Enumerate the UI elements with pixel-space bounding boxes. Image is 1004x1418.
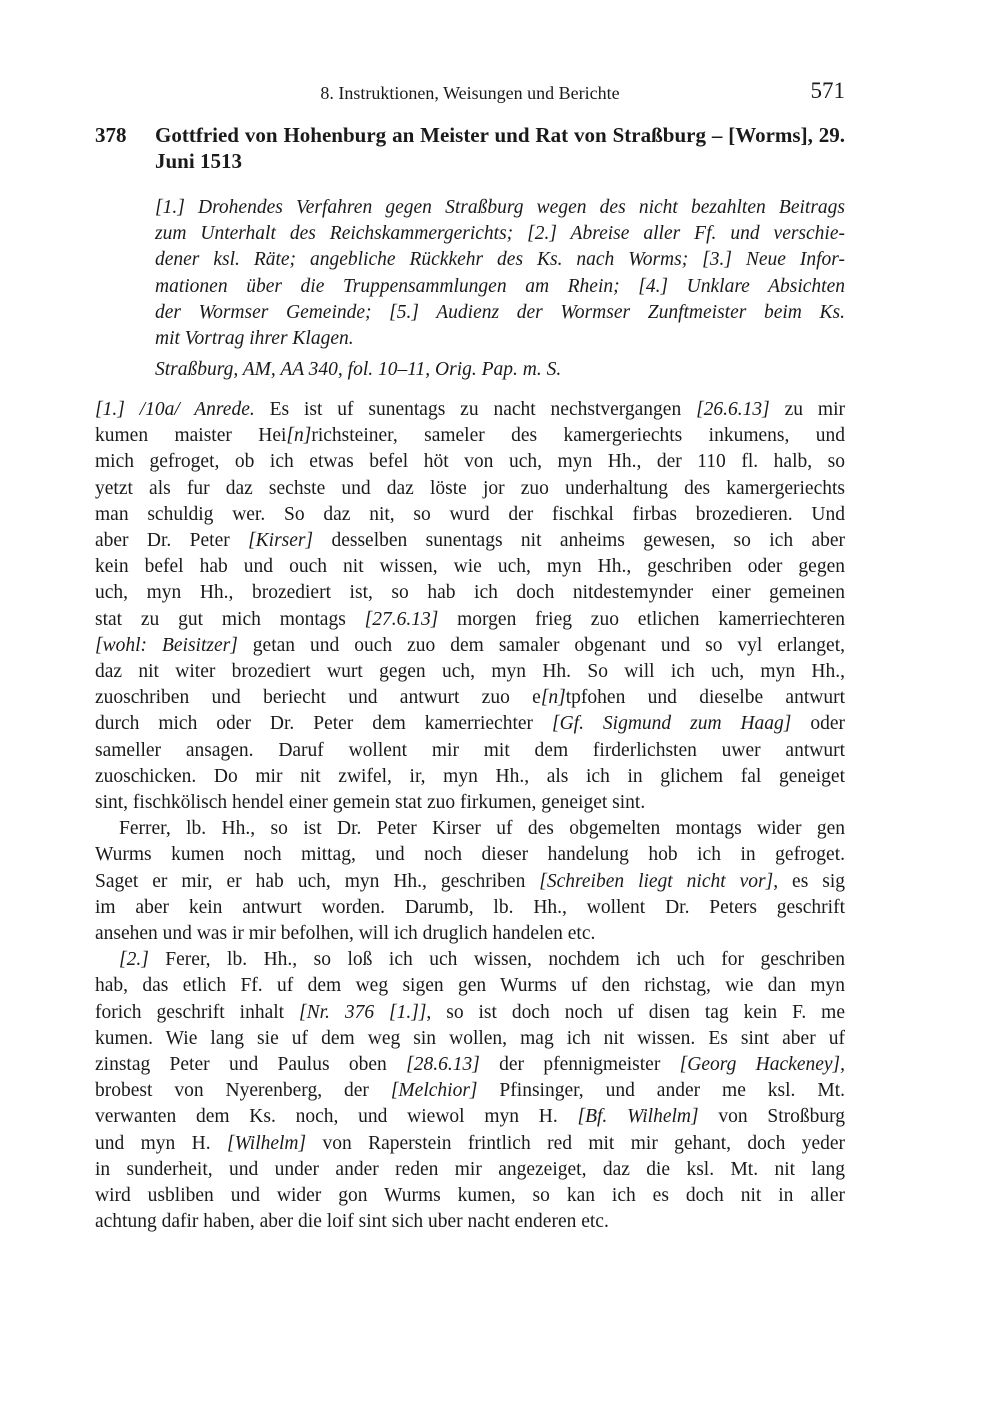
text-segment: zu mir	[769, 399, 846, 420]
text-segment: kein befel hab und ouch nit wissen, wie uch, myn Hh., geschriben oder gegen	[95, 556, 845, 578]
text-segment: Pfinsinger, und ander me ksl. Mt.	[477, 1080, 845, 1102]
editorial-annotation: [26.6.13]	[696, 399, 770, 420]
document-title: Gottfried von Hohenburg an Meister und Rat von Straßburg – [Worms], 29. Juni 1513	[155, 123, 845, 173]
text-segment: forich geschrift inhalt	[95, 1001, 299, 1023]
text-line	[95, 947, 845, 973]
summary-line: zum Unterhalt des Reichskammergerichts; [2.] Abreise aller Ff. und verschie-	[155, 223, 845, 245]
text-segment: der pfennigmeister	[479, 1054, 680, 1076]
text-line	[95, 711, 845, 737]
running-header	[95, 80, 845, 110]
running-title: 8. Instruktionen, Weisungen und Berichte	[320, 83, 620, 103]
text-line	[95, 1104, 845, 1130]
text-line	[95, 1052, 845, 1078]
editorial-annotation: [1.] /10a/ Anrede.	[95, 399, 255, 420]
text-segment: in sunderheit, und under ander reden mir angezeiget, daz die ksl. Mt. nit lang	[95, 1158, 845, 1180]
editorial-annotation: [Nr. 376 [1.]]	[299, 1001, 427, 1023]
editorial-annotation: [28.6.13]	[406, 1054, 480, 1076]
text-line	[95, 790, 845, 816]
text-segment: und myn H.	[95, 1132, 228, 1154]
text-line	[95, 895, 845, 921]
text-line	[95, 476, 845, 502]
text-segment: achtung dafir haben, aber die loif sint sich uber nacht enderen etc.	[95, 1211, 609, 1233]
editorial-annotation: [Gf. Sigmund zum Haag]	[551, 713, 792, 735]
editorial-annotation: [Melchior]	[390, 1080, 478, 1102]
text-segment: richsteiner, sameler des kamergeriechts inkumens, und	[311, 425, 845, 447]
document-number: 378	[95, 123, 127, 147]
text-segment: sameller ansagen. Daruf wollent mir mit dem firderlichsten uwer antwurt	[95, 739, 845, 761]
text-segment: uch, myn Hh., brozediert ist, so hab ich doch nitdestemynder einer gemeinen	[95, 582, 845, 604]
text-segment: Es ist uf sunentags zu nacht nechstvergangen	[254, 399, 697, 420]
text-segment: sint, fischkölisch hendel einer gemein stat zuo firkumen, geneiget sint.	[95, 792, 646, 814]
editorial-annotation: [Kirser]	[248, 530, 314, 552]
text-segment: zuoschicken. Do mir nit zwifel, ir, myn Hh., als ich in glichem fal geneiget	[95, 765, 845, 787]
text-line	[95, 685, 845, 711]
editorial-annotation: [n]	[540, 687, 566, 709]
text-line	[95, 764, 845, 790]
text-line	[95, 528, 845, 554]
text-line	[95, 973, 845, 999]
editorial-annotation: [Schreiben liegt nicht vor]	[539, 870, 774, 892]
text-segment: von Raperstein frintlich red mit mir gehant, doch yeder	[306, 1132, 846, 1154]
text-line	[95, 633, 845, 659]
text-segment: brobest von Nyerenberg, der	[95, 1080, 391, 1102]
text-segment: desselben sunentags nit anheims gewesen, so ich aber	[313, 530, 845, 552]
text-line	[95, 659, 845, 685]
editorial-annotation: [wohl: Beisitzer]	[95, 634, 238, 656]
text-segment: getan und ouch zuo dem samaler obgenant und so vyl erlanget,	[237, 634, 845, 656]
text-line	[95, 816, 845, 842]
summary-line: mit Vortrag ihrer Klagen.	[155, 328, 354, 350]
text-segment: zuoschriben und beriecht und antwurt zuo e	[95, 687, 541, 709]
editorial-annotation: [Wilhelm]	[227, 1132, 307, 1154]
text-segment: aber Dr. Peter	[95, 530, 249, 552]
text-line	[95, 869, 845, 895]
text-line	[95, 921, 845, 947]
summary-line: dener ksl. Räte; angebliche Rückkehr des Ks. nach Worms; [3.] Neue Infor-	[155, 249, 845, 271]
text-segment: yetzt als fur daz sechste und daz löste jor zuo underhaltung des kamergeriechts	[95, 477, 845, 499]
text-segment: ansehen und was ir mir befolhen, will ich druglich handelen etc.	[95, 923, 596, 945]
editorial-annotation: [Bf. Wilhelm]	[577, 1106, 699, 1128]
text-line	[95, 1000, 845, 1026]
text-line	[95, 423, 845, 449]
text-segment: tpfohen und dieselbe antwurt	[565, 687, 846, 709]
text-segment: im aber kein antwurt worden. Darumb, lb. Hh., wollent Dr. Peters geschrift	[95, 896, 845, 918]
text-segment: man schuldig wer. So daz nit, so wurd der fischkal firbas brozedieren. Und	[95, 503, 845, 525]
text-segment: Wurms kumen noch mittag, und noch dieser handelung hob ich in gefroget.	[95, 844, 845, 866]
text-line	[95, 842, 845, 868]
text-line	[95, 397, 845, 423]
text-segment: stat zu gut mich montags	[95, 608, 365, 630]
paragraph	[95, 397, 845, 816]
text-segment: Saget er mir, er hab uch, myn Hh., geschriben	[95, 870, 540, 892]
document-summary	[155, 195, 845, 352]
summary-line: mationen über die Truppensammlungen am Rhein; [4.] Unklare Absichten	[155, 275, 845, 297]
text-line	[95, 738, 845, 764]
summary-line: der Wormser Gemeinde; [5.] Audienz der Wormser Zunftmeister beim Ks.	[155, 301, 845, 323]
text-segment: hab, das etlich Ff. uf dem weg sigen gen Wurms uf den richstag, wie dan myn	[95, 975, 845, 997]
text-line	[95, 502, 845, 528]
paragraph	[95, 816, 845, 947]
text-line	[95, 554, 845, 580]
text-segment: oder	[791, 713, 846, 735]
page-number: 571	[810, 78, 845, 103]
archival-source: Straßburg, AM, AA 340, fol. 10–11, Orig. Pap. m. S.	[155, 359, 562, 380]
text-segment: verwanten dem Ks. noch, und wiewol myn H.	[95, 1106, 578, 1128]
text-segment: Ferrer, lb. Hh., so ist Dr. Peter Kirser uf des obgemelten montags wider gen	[119, 818, 845, 840]
text-line	[95, 580, 845, 606]
text-line	[95, 1183, 845, 1209]
text-segment: kumen maister Hei	[95, 425, 287, 447]
text-line	[95, 1026, 845, 1052]
text-line	[95, 449, 845, 475]
text-line	[95, 1209, 845, 1235]
editorial-annotation: [Georg Hackeney],	[679, 1054, 845, 1076]
editorial-annotation: [2.]	[119, 949, 149, 971]
text-segment: durch mich oder Dr. Peter dem kamerriechter	[95, 713, 552, 735]
text-line	[95, 1131, 845, 1157]
text-segment: , es sig	[773, 870, 845, 892]
text-segment: daz nit witer brozediert wurt gegen uch, myn Hh. So will ich uch, myn Hh.,	[95, 661, 845, 683]
text-segment: mich gefroget, ob ich etwas befel höt von uch, myn Hh., der 110 fl. halb, so	[95, 451, 845, 473]
document-heading	[95, 122, 845, 174]
text-segment: kumen. Wie lang sie uf dem weg sin wollen, mag ich nit wissen. Es sint aber uf	[95, 1027, 845, 1049]
text-segment: wird usbliben und wider gon Wurms kumen, so kan ich es doch nit in aller	[95, 1185, 845, 1207]
paragraph	[95, 947, 845, 1235]
text-segment: zinstag Peter und Paulus oben	[95, 1054, 407, 1076]
editorial-annotation: [27.6.13]	[364, 608, 439, 630]
summary-line: [1.] Drohendes Verfahren gegen Straßburg wegen des nicht bezahlten Beitrags	[155, 197, 845, 218]
text-line	[95, 1157, 845, 1183]
text-line	[95, 1078, 845, 1104]
editorial-annotation: [n]	[286, 425, 312, 447]
text-segment: von Stroßburg	[698, 1106, 846, 1128]
text-segment: Ferer, lb. Hh., so loß ich uch wissen, nochdem ich uch for geschriben	[148, 949, 845, 971]
text-segment: morgen frieg zuo etlichen kamerriechteren	[438, 608, 845, 630]
document-body	[95, 397, 845, 1236]
text-segment: , so ist doch noch uf disen tag kein F. me	[426, 1001, 845, 1023]
text-line	[95, 607, 845, 633]
